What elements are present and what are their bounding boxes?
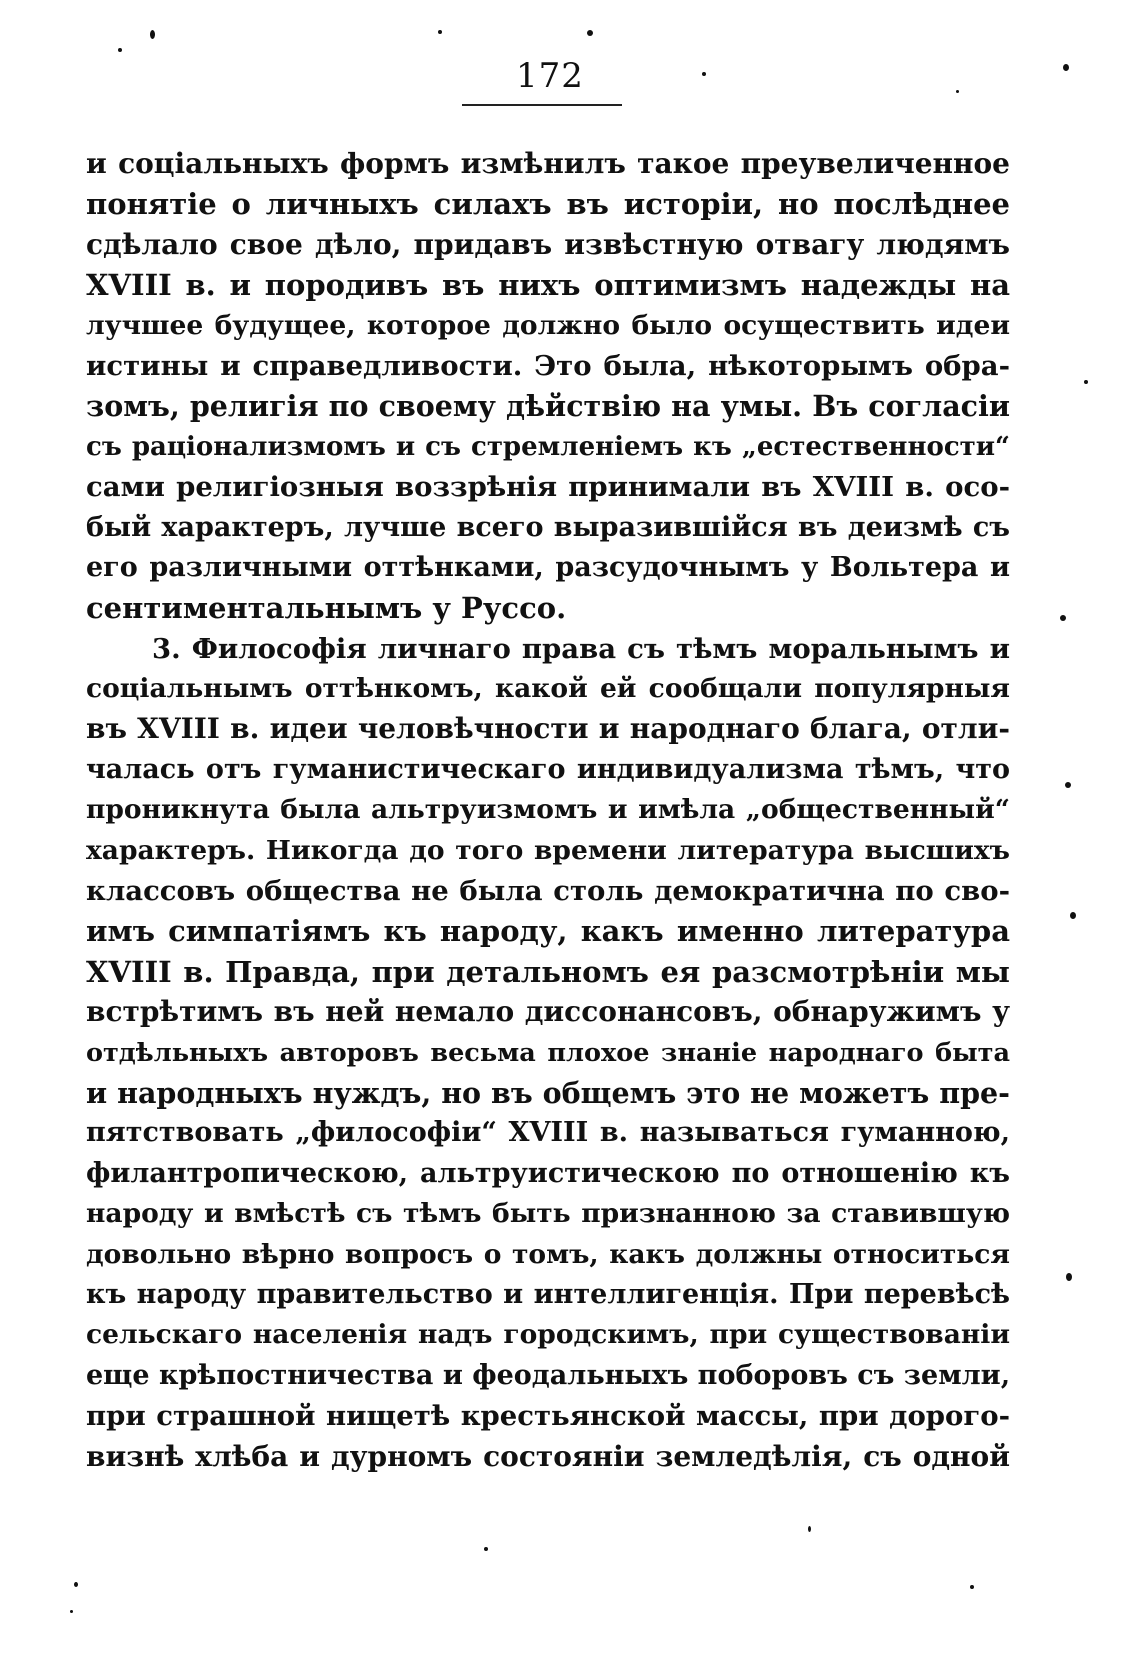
text-line: характеръ. Никогда до того времени литература высшихъ [86,834,1010,866]
text-line: еще крѣпостничества и феодальныхъ поборовъ съ земли, [86,1359,1010,1391]
text-line: имъ симпатіямъ къ народу, какъ именно литература [86,914,1010,949]
text-line: понятіе о личныхъ силахъ въ исторіи, но послѣднее [86,187,1010,222]
scan-speck [484,1547,488,1551]
text-line: соціальнымъ оттѣнкомъ, какой ей сообщали популярныя [86,673,1010,705]
paragraph-start-line: 3. Философія личнаго права съ тѣмъ моральнымъ и [152,632,1010,665]
text-line: XVIII в. Правда, при детальномъ ея разсмотрѣніи мы [86,954,1010,989]
header-rule [462,104,622,106]
scan-speck [70,1610,73,1613]
scan-speck [74,1582,78,1587]
body-text [86,144,1010,1477]
text-line: встрѣтимъ въ ней немало диссонансовъ, обнаружимъ у [86,995,1010,1029]
text-line: въ XVIII в. идеи человѣчности и народнаго блага, отли- [86,712,1010,746]
text-line: съ раціонализмомъ и съ стремленіемъ къ „естественности“ [86,431,1010,462]
scan-speck [1084,380,1088,384]
page-number: 172 [516,56,584,96]
text-line: истины и справедливости. Это была, нѣкоторымъ обра- [86,349,1010,382]
text-line: чалась отъ гуманистическаго индивидуализма тѣмъ, что [86,753,1010,785]
text-line: сельскаго населенія надъ городскимъ, при существованіи [86,1319,1010,1351]
text-line: сдѣлало свое дѣло, придавъ извѣстную отвагу людямъ [86,227,1010,261]
text-line: зомъ, религія по своему дѣйствію на умы. Въ согласіи [86,389,1010,424]
text-line: отдѣльныхъ авторовъ весьма плохое знаніе народнаго быта [86,1037,1010,1068]
scan-speck [1063,64,1069,71]
text-line: при страшной нищетѣ крестьянской массы, при дорого- [86,1400,1010,1433]
text-line: проникнута была альтруизмомъ и имѣла „общественный“ [86,794,1010,826]
scan-speck [1065,782,1071,788]
text-line: филантропическою, альтруистическою по отношенію къ [86,1157,1010,1189]
scan-speck [150,30,155,39]
text-line: пятствовать „философіи“ XVIII в. называться гуманною, [86,1117,1010,1149]
scan-speck [118,48,122,52]
scan-speck [808,1526,811,1532]
text-line: и соціальныхъ формъ измѣнилъ такое преувеличенное [86,147,1010,180]
scan-speck [1060,615,1066,621]
text-line: къ народу правительство и интеллигенція. При перевѣсѣ [86,1278,1010,1310]
text-line: народу и вмѣстѣ съ тѣмъ быть признанною за ставившую [86,1198,1010,1230]
scan-speck [1066,1273,1072,1281]
text-line: классовъ общества не была столь демократична по сво- [86,875,1010,908]
scan-speck [587,30,593,36]
paragraph-end-line: сентиментальнымъ у Руссо. [86,591,567,626]
text-line: XVIII в. и породивъ въ нихъ оптимизмъ надежды на [86,268,1010,303]
text-line: сами религіозныя воззрѣнія принимали въ XVIII в. осо- [86,471,1010,504]
scan-speck [438,30,442,34]
scan-speck [956,90,959,93]
scan-speck [1070,912,1076,919]
scan-speck [702,72,706,76]
text-line: визнѣ хлѣба и дурномъ состояніи земледѣлія, съ одной [86,1439,1010,1473]
text-line: его различными оттѣнками, разсудочнымъ у Вольтера и [86,551,1010,583]
text-line: довольно вѣрно вопросъ о томъ, какъ должны относиться [86,1238,1010,1270]
text-line: лучшее будущее, которое должно было осуществить идеи [86,309,1010,341]
scan-speck [970,1585,974,1589]
text-line: бый характеръ, лучше всего выразившійся въ деизмѣ съ [86,511,1010,543]
text-line: и народныхъ нуждъ, но въ общемъ это не можетъ пре- [86,1075,1010,1110]
